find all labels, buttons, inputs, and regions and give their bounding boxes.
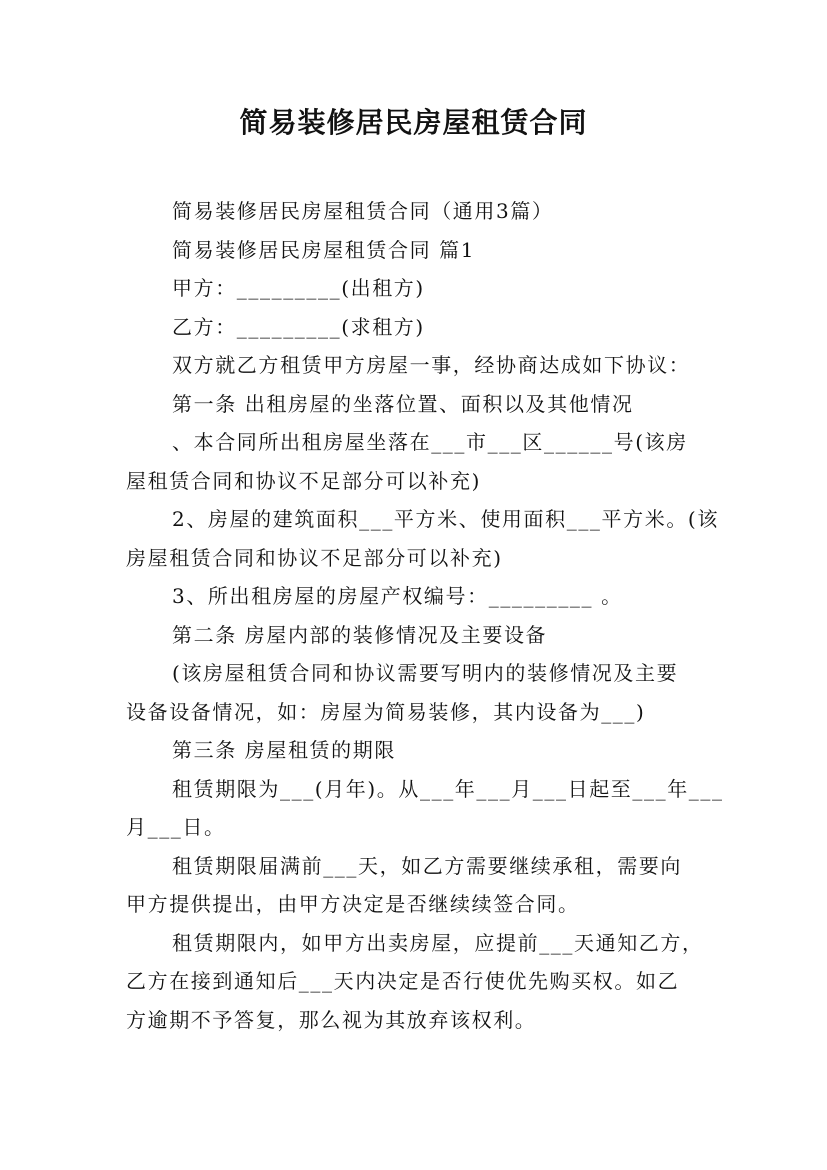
paragraph-line: 房屋租赁合同和协议不足部分可以补充) xyxy=(126,545,503,570)
paragraph-line: 屋租赁合同和协议不足部分可以补充) xyxy=(126,468,482,493)
article-1-heading: 第一条 出租房屋的坐落位置、面积以及其他情况 xyxy=(172,391,634,416)
paragraph-line: 设备设备情况，如：房屋为简易装修，其内设备为___) xyxy=(126,699,646,724)
document-body xyxy=(126,192,724,1039)
agreement-intro: 双方就乙方租赁甲方房屋一事，经协商达成如下协议： xyxy=(172,353,691,377)
paragraph-line: 乙方在接到通知后___天内决定是否行使优先购买权。如乙 xyxy=(126,969,680,993)
section-heading: 简易装修居民房屋租赁合同 篇1 xyxy=(172,237,476,262)
party-b-line: 乙方：_________(求租方) xyxy=(172,314,425,339)
party-a-line: 甲方：_________(出租方) xyxy=(172,276,425,300)
paragraph-line: 甲方提供提出，由甲方决定是否继续续签合同。 xyxy=(126,892,580,916)
document-title: 简易装修居民房屋租赁合同 xyxy=(239,106,588,139)
paragraph-line: 2、房屋的建筑面积___平方米、使用面积___平方米。(该 xyxy=(172,507,719,531)
article-3-heading: 第三条 房屋租赁的期限 xyxy=(172,738,396,762)
paragraph-line: 方逾期不予答复，那么视为其放弃该权利。 xyxy=(126,1007,537,1032)
subtitle-line: 简易装修居民房屋租赁合同（通用3篇） xyxy=(172,199,554,223)
paragraph-line: 租赁期限内，如甲方出卖房屋，应提前___天通知乙方， xyxy=(172,930,704,955)
paragraph-line: 租赁期限为___(月年)。从___年___月___日起至___年___ xyxy=(172,776,724,801)
article-2-heading: 第二条 房屋内部的装修情况及主要设备 xyxy=(172,622,548,647)
paragraph-line: 月___日。 xyxy=(126,815,226,839)
paragraph-line: 3、所出租房屋的房屋产权编号：_________ 。 xyxy=(172,584,623,608)
paragraph-line: 租赁期限届满前___天，如乙方需要继续承租，需要向 xyxy=(172,853,682,878)
paragraph-line: 、本合同所出租房屋坐落在___市___区______号(该房 xyxy=(172,430,688,454)
paragraph-line: (该房屋租赁合同和协议需要写明内的装修情况及主要 xyxy=(172,661,679,685)
